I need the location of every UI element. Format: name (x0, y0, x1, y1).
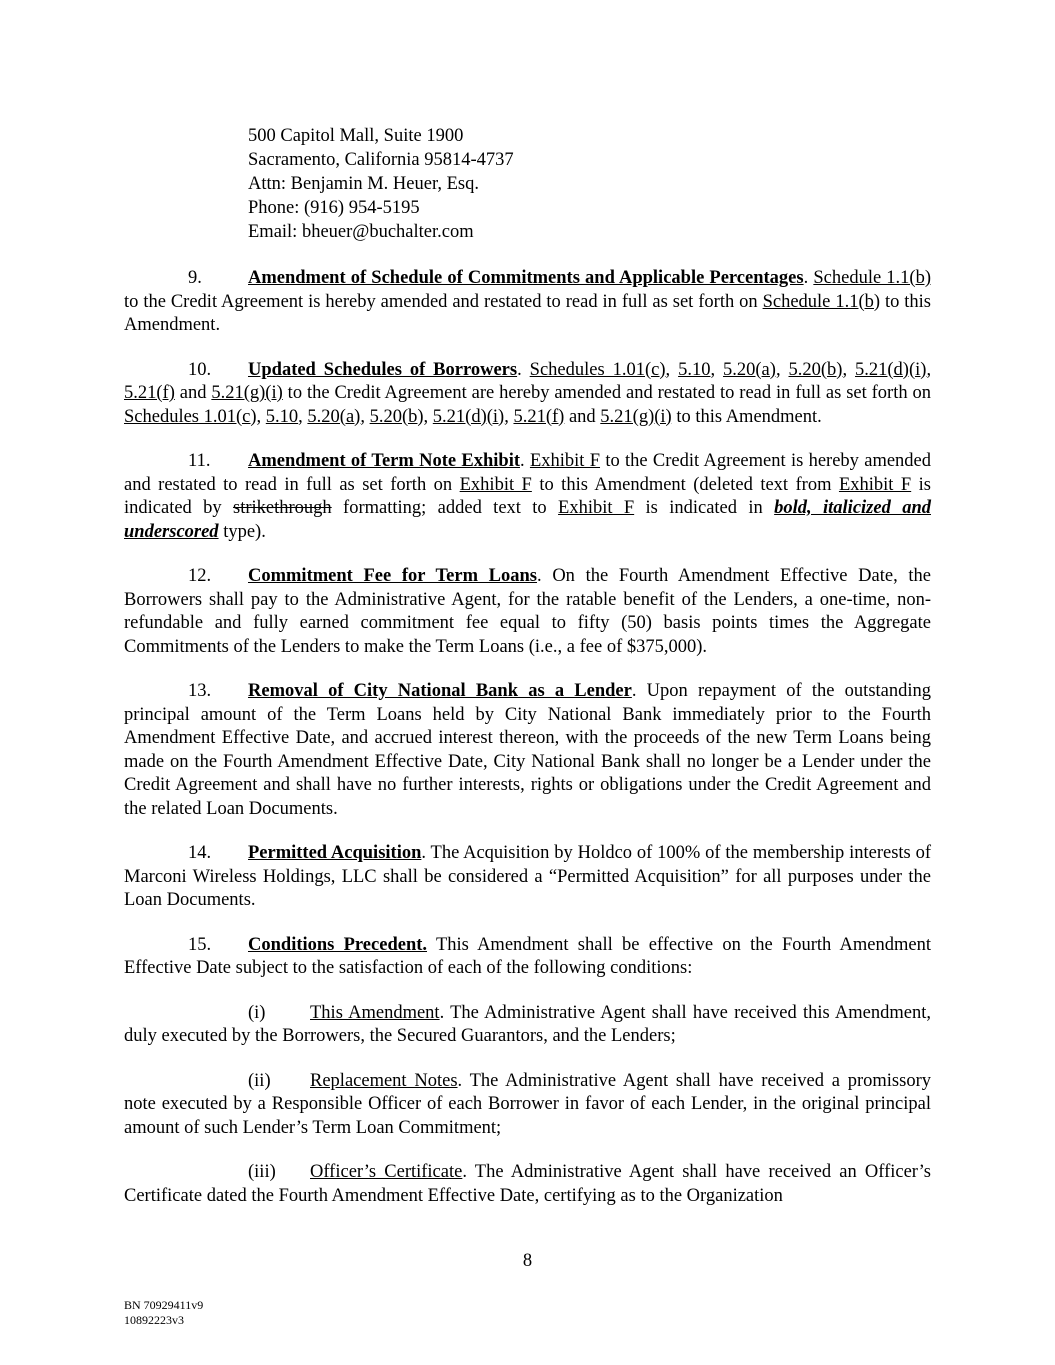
address-block (248, 124, 514, 244)
section-number: 11. (188, 451, 211, 471)
text-run: . The Administrative Agent shall have received an Officer’s Certificate dated the Fourth Amendment Effective Date, certifying as to the Organization (124, 1162, 931, 1206)
schedule-ref: Schedule 1.1(b) (813, 268, 931, 288)
condition-number: (i) (248, 1002, 266, 1023)
page-number: 8 (522, 1251, 533, 1271)
schedule-ref: 5.21(g)(i) (600, 406, 672, 427)
schedule-ref: 5.21(d)(i) (432, 406, 505, 427)
section-title: Commitment Fee for Term Loans (248, 566, 538, 586)
doc-id: 10892223v3 (124, 1313, 184, 1327)
section-13 (124, 680, 931, 821)
condition-title: Officer’s Certificate (310, 1162, 463, 1182)
text-run: , (360, 406, 370, 427)
section-title: Conditions Precedent. (248, 934, 428, 955)
text-run: . Upon repayment of the outstanding principal amount of the Term Loans held by City National Bank immediately prior to the Fourth Amendment Effective Date, and accrued interest thereon, with the proceeds of the new Term Loans being made on the Fourth Amendment Effective Date, City National Bank shall no longer be a Lender under the Credit Agreement and shall have no further interests, rights or obligations under the Credit Agreement and the related Loan Documents. (124, 681, 932, 819)
schedule-ref: 5.10 (265, 406, 299, 427)
condition-number: (ii) (248, 1070, 271, 1091)
text-run: to this Amendment (deleted text from (531, 474, 839, 495)
text-run: , (298, 406, 308, 427)
section-14 (124, 842, 931, 913)
schedule-ref: 5.20(a) (723, 359, 776, 380)
text-run: This Amendment shall be effective on the Fourth Amendment Effective Date subject to the satisfaction of each of the following conditions: (124, 934, 931, 978)
section-number: 9. (188, 268, 202, 288)
section-title: Amendment of Term Note Exhibit (248, 451, 520, 471)
text-run: , (775, 359, 789, 380)
text-run: to the Credit Agreement are hereby amended and restated to read in full as set forth on (282, 383, 931, 403)
text-run: to this Amendment. (671, 406, 822, 427)
text-run: to the Credit Agreement is hereby amended and restated to read in full as set forth on (124, 451, 932, 495)
address-line: Phone: (916) 954-5195 (248, 198, 420, 218)
address-line: 500 Capitol Mall, Suite 1900 (248, 126, 464, 146)
condition-iii (124, 1161, 931, 1208)
text-run: is indicated in (634, 498, 775, 518)
schedule-ref: 5.21(f) (124, 383, 175, 403)
schedule-ref: 5.21(d)(i) (855, 359, 927, 380)
doc-id: BN 70929411v9 (124, 1298, 204, 1312)
schedule-ref: Schedule 1.1(b) (762, 291, 881, 312)
strikethrough-sample: strikethrough (233, 498, 332, 518)
section-number: 13. (188, 681, 212, 701)
text-run: . The Administrative Agent shall have received this Amendment, duly executed by the Borrowers, the Secured Guarantors, and the Lenders; (124, 1002, 932, 1046)
document-body (124, 267, 931, 1229)
schedule-ref: 5.20(a) (307, 406, 361, 427)
schedule-ref: 5.20(b) (788, 359, 843, 380)
address-line: Email: bheuer@buchalter.com (248, 222, 474, 242)
section-title: Removal of City National Bank as a Lender (248, 681, 632, 701)
section-15 (124, 934, 931, 981)
text-run: is indicated by (124, 474, 931, 518)
schedule-ref: 5.20(b) (369, 406, 424, 427)
address-line: Attn: Benjamin M. Heuer, Esq. (248, 174, 479, 194)
section-number: 14. (188, 843, 212, 863)
schedule-ref: 5.21(f) (513, 406, 565, 427)
section-title: Permitted Acquisition (248, 843, 422, 863)
section-10 (124, 359, 931, 430)
exhibit-ref: Exhibit F (529, 451, 601, 471)
text-run: to this Amendment. (124, 291, 931, 335)
text-run: and (174, 383, 212, 403)
section-number: 12. (188, 566, 212, 586)
document-footer (124, 1298, 203, 1328)
schedule-ref: Schedules 1.01(c) (529, 359, 666, 380)
section-number: 15. (188, 934, 212, 955)
text-run: , (256, 406, 266, 427)
text-run: . The Administrative Agent shall have received a promissory note executed by a Responsible Officer of each Borrower in favor of each Lender, in the original principal amount of such Lender’s Term Loan Commitment; (124, 1070, 931, 1138)
section-9 (124, 267, 931, 338)
exhibit-ref: Exhibit F (459, 474, 532, 495)
text-run: formatting; added text to (331, 498, 559, 518)
condition-title: Replacement Notes (310, 1070, 458, 1091)
section-title: Updated Schedules of Borrowers (248, 359, 518, 380)
condition-title: This Amendment (310, 1002, 440, 1023)
text-run: . On the Fourth Amendment Effective Date, the Borrowers shall pay to the Administrative Agent, for the ratable benefit of the Lenders, a one-time, non-refundable and fully earned commitment fee equal to fifty (50) basis points times the Aggregate Commitments of the Lenders to make the Term Loans (i.e., a fee of $375,000). (124, 566, 931, 657)
text-run: , (665, 359, 679, 380)
text-run: . (803, 268, 814, 288)
section-11 (124, 450, 931, 544)
text-run: type). (218, 521, 266, 542)
schedule-ref: 5.10 (678, 359, 711, 380)
text-run: and (564, 406, 601, 427)
text-run: . (520, 451, 530, 471)
condition-number: (iii) (248, 1162, 276, 1182)
text-run: , (926, 359, 932, 380)
schedule-ref: 5.21(g)(i) (211, 383, 283, 403)
condition-ii (124, 1070, 931, 1141)
text-run: , (504, 406, 514, 427)
section-title: Amendment of Schedule of Commitments and Applicable Percentages (248, 268, 804, 288)
schedule-ref: Schedules 1.01(c) (124, 406, 257, 427)
text-run: . (517, 359, 530, 380)
text-run: , (842, 359, 856, 380)
text-run: , (423, 406, 433, 427)
section-number: 10. (188, 359, 212, 380)
condition-i (124, 1002, 931, 1049)
section-12 (124, 565, 931, 659)
exhibit-ref: Exhibit F (838, 474, 912, 495)
exhibit-ref: Exhibit F (558, 498, 635, 518)
text-run: to the Credit Agreement is hereby amended and restated to read in full as set forth on (124, 291, 763, 312)
bold-italic-sample: bold, italicized and underscored (124, 498, 931, 542)
text-run: . The Acquisition by Holdco of 100% of the membership interests of Marconi Wireless Holdings, LLC shall be considered a “Permitted Acquisition” for all purposes under the Loan Documents. (124, 843, 932, 910)
address-line: Sacramento, California 95814-4737 (248, 150, 514, 170)
text-run: , (710, 359, 724, 380)
